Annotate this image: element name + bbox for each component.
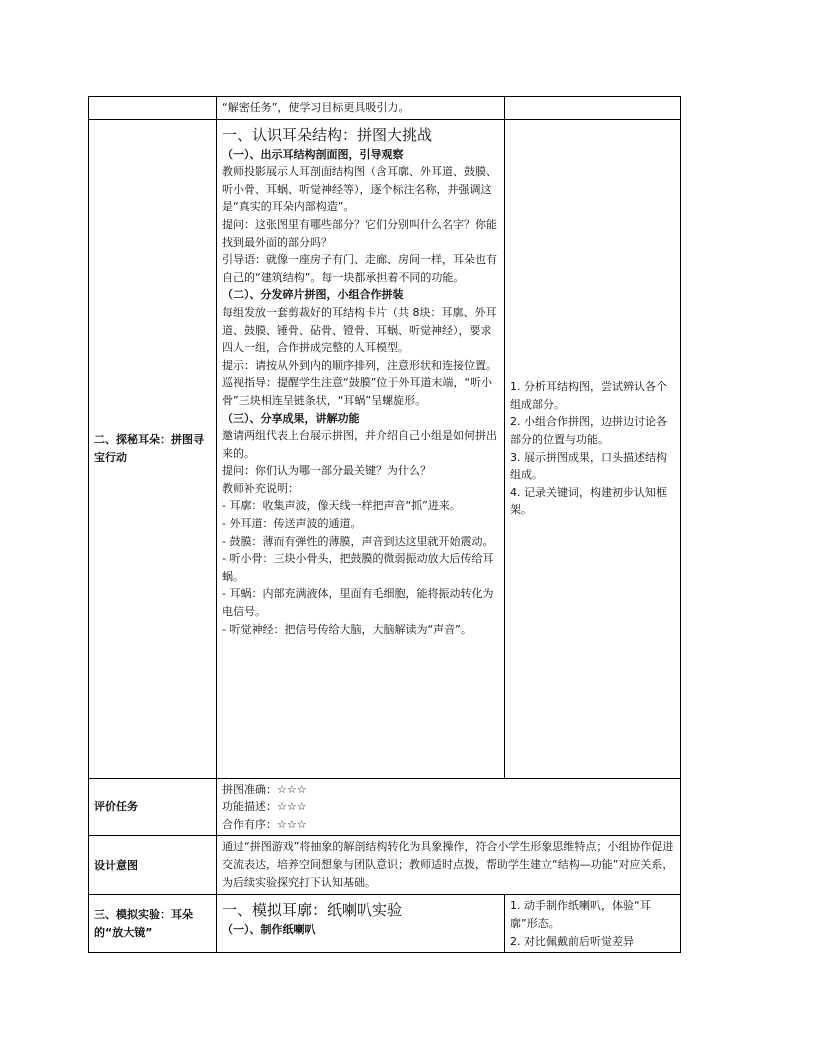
activity-paragraph: - 鼓膜：薄而有弹性的薄膜，声音到达这里就开始震动。 [222,534,494,548]
student-activity-item: 1. 动手制作纸喇叭，体验“耳廓”形态。 [510,899,651,930]
section-label: 二、探秘耳朵：拼图寻宝行动 [94,433,204,464]
evaluation-line: 功能描述：☆☆☆ [222,800,307,814]
student-activity-item: 2. 小组合作拼图，边拼边讨论各部分的位置与功能。 [510,415,667,446]
table-row [89,97,681,120]
table-row [89,895,681,953]
evaluation-line: 合作有序：☆☆☆ [222,817,307,831]
table-row [89,119,681,778]
activity-paragraph: 每组发放一套剪裁好的耳结构卡片（共 8块：耳廓、外耳道、鼓膜、锤骨、砧骨、镫骨、耳蜗、听觉神经），要求四人一组，合作拼成完整的人耳模型。 [222,305,497,355]
activity-paragraph: 巡视指导：提醒学生注意“鼓膜”位于外耳道末端，“听小骨”三块相连呈链条状，“耳蜗”呈螺旋形。 [222,376,493,407]
cell-empty [505,97,681,120]
design-intent-text: 通过“拼图游戏”将抽象的解剖结构转化为具象操作，符合小学生形象思维特点；小组协作促进交流表达，培养空间想象与团队意识；教师适时点拨，帮助学生建立“结构—功能”对应关系，为后续实验探究打下认知基础。 [222,840,674,889]
activity-paragraph: 邀请两组代表上台展示拼图，并介绍自己小组是如何拼出来的。 [222,429,497,460]
lesson-plan-table [88,96,681,953]
activity-heading: 一、认识耳朵结构：拼图大挑战 [222,125,433,144]
design-intent-cell [217,836,681,895]
activity-paragraph: 提问：你们认为哪一部分最关键？为什么？ [222,464,431,478]
activity-paragraph: - 耳廓：收集声波，像天线一样把声音“抓”进来。 [222,499,461,513]
section-label-cell [89,778,217,836]
cell-continuation [217,97,505,120]
evaluation-line: 拼图准确：☆☆☆ [222,782,307,796]
section-label: 评价任务 [94,800,138,814]
activity-paragraph: - 听觉神经：把信号传给大脑，大脑解读为“声音”。 [222,622,472,636]
activity-subheading: （三）、分享成果，讲解功能 [222,411,360,425]
section-label: 三、模拟实验：耳朵的“放大镜” [94,908,193,939]
activity-paragraph: 教师补充说明： [222,481,299,495]
student-activity-item: 1. 分析耳结构图，尝试辨认各个组成部分。 [510,380,667,411]
activity-paragraph: - 外耳道：传送声波的通道。 [222,517,362,531]
student-activity-cell [505,895,681,953]
teacher-activity-cell [217,895,505,953]
activity-subheading: （一）、出示耳结构剖面图，引导观察 [222,147,404,161]
section-label-cell [89,119,217,778]
activity-paragraph: 引导语：就像一座房子有门、走廊、房间一样，耳朵也有自己的“建筑结构”。每一块都承担着不同的功能。 [222,253,497,284]
student-activity-item: 3. 展示拼图成果，口头描述结构组成。 [510,450,667,482]
student-activity-item: 4. 记录关键词，构建初步认知框架。 [510,485,667,517]
activity-paragraph: 提问：这张图里有哪些部分？它们分别叫什么名字？你能找到最外面的部分吗？ [222,217,497,249]
continuation-text: “解密任务”，使学习目标更具吸引力。 [222,101,410,114]
activity-content [222,146,499,639]
section-label: 设计意图 [94,858,138,872]
evaluation-cell [217,778,681,836]
table-row [89,778,681,836]
activity-subheading: （一）、制作纸喇叭 [222,923,316,937]
student-activity-cell [505,119,681,778]
table-row [89,836,681,895]
activity-paragraph: 教师投影展示人耳剖面结构图（含耳廓、外耳道、鼓膜、听小骨、耳蜗、听觉神经等），逐个标注名称，并强调这是“真实的耳朵内部构造”。 [222,165,497,214]
section-label-cell [89,895,217,953]
activity-paragraph: - 听小骨：三块小骨头，把鼓膜的微弱振动放大后传给耳蜗。 [222,552,494,583]
student-activity-item: 2. 对比佩戴前后听觉差异 [510,934,634,948]
activity-paragraph: 提示：请按从外到内的顺序排列，注意形状和连接位置。 [222,358,497,372]
activity-subheading: （二）、分发碎片拼图，小组合作拼装 [222,288,404,302]
activity-heading: 一、模拟耳廓：纸喇叭实验 [222,901,403,920]
cell-empty [89,97,217,120]
activity-paragraph: - 耳蜗：内部充满液体，里面有毛细胞，能将振动转化为电信号。 [222,587,494,619]
teacher-activity-cell [217,119,505,778]
section-label-cell [89,836,217,895]
